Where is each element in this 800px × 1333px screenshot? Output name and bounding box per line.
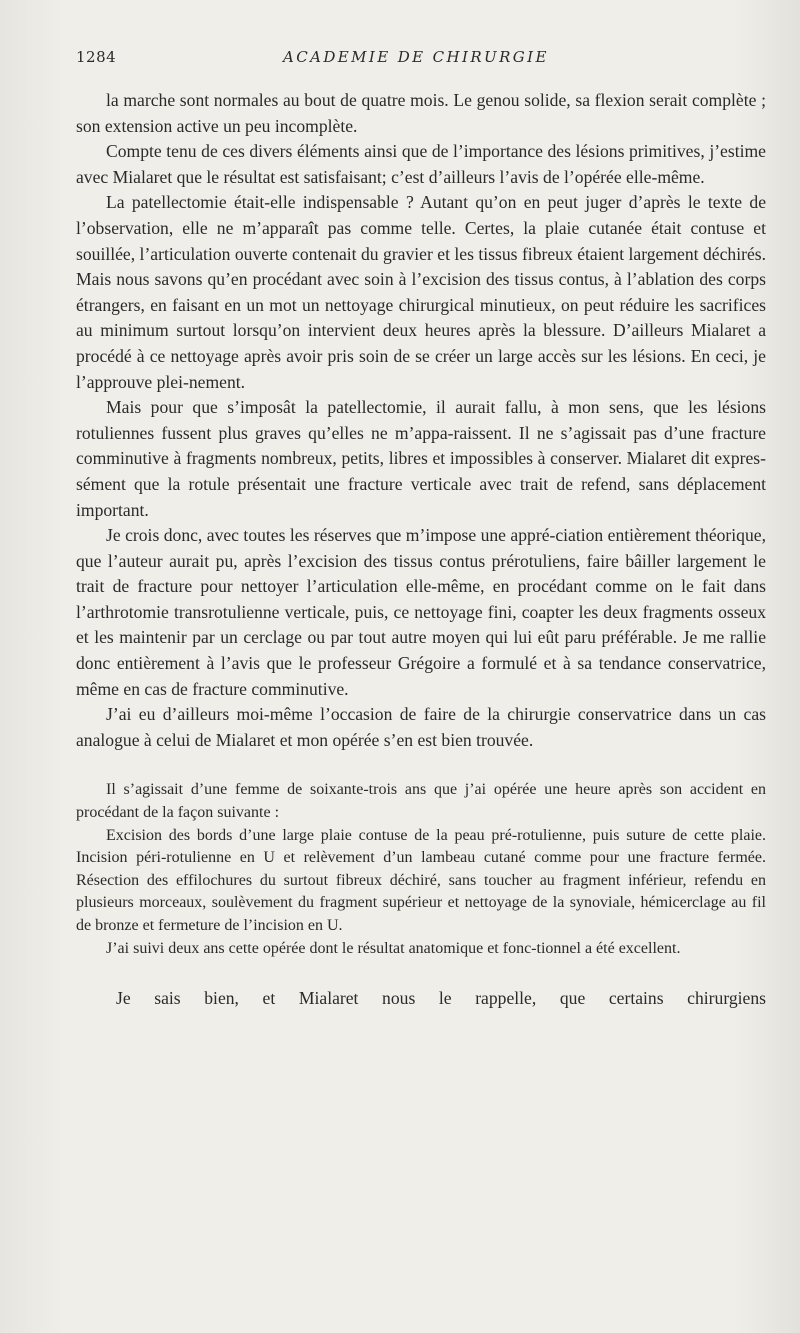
page-header [76, 48, 766, 72]
page-body [76, 88, 766, 1012]
case-paragraph: Excision des bords d’une large plaie contuse de la peau pré-rotulienne, puis suture de cette plaie. Incision péri-rotulienne en U et relèvement d’un lambeau cutané comme pour une fracture fermée. Résection des effilochures du surtout fibreux déchiré, sans toucher au fragment inférieur, refendu en plusieurs morceaux, soulèvement du fragment supérieur et nettoyage de la synoviale, hémicerclage au fil de bronze et fermeture de l’incision en U. [76, 826, 766, 934]
case-paragraph: Il s’agissait d’une femme de soixante-trois ans que j’ai opérée une heure après son accident en procédant de la façon suivante : [76, 781, 766, 822]
closing-line: Je sais bien, et Mialaret nous le rappelle, que certains chirurgiens [116, 988, 766, 1009]
page-number: 1284 [76, 48, 117, 66]
case-paragraph: J’ai suivi deux ans cette opérée dont le résultat anatomique et fonc-tionnel a été excellent. [106, 939, 681, 957]
paragraph: J’ai eu d’ailleurs moi-même l’occasion de faire de la chirurgie conservatrice dans un cas analogue à celui de Mialaret et mon opérée s’en est bien trouvée. [76, 704, 766, 750]
paragraph: Je crois donc, avec toutes les réserves que m’impose une appré-ciation entièrement théorique, que l’auteur aurait pu, après l’excision des tissus contus prérotuliens, faire bâiller largement le trait de fracture pour nettoyer l’articulation elle-même, en procédant comme on le fait dans l’arthrotomie transrotulienne verticale, puis, ce nettoyage fini, coapter les deux fragments osseux et les maintenir par un cerclage ou par tout autre moyen qui lui eût paru préférable. Je me rallie donc entièrement à l’avis que le professeur Grégoire a formulé et à sa tendance conservatrice, même en cas de fracture comminutive. [76, 525, 766, 699]
running-head: ACADEMIE DE CHIRURGIE [283, 48, 549, 66]
paragraph: Compte tenu de ces divers éléments ainsi que de l’importance des lésions primitives, j’estime avec Mialaret que le résultat est satisfaisant; c’est d’ailleurs l’avis de l’opérée elle-même. [76, 141, 766, 187]
paragraph: Mais pour que s’imposât la patellectomie, il aurait fallu, à mon sens, que les lésions rotuliennes fussent plus graves qu’elles ne m’appa-raissent. Il ne s’agissait pas d’une fracture comminutive à fragments nombreux, petits, libres et impossibles à conserver. Mialaret dit expres-sément que la rotule présentait une fracture verticale avec trait de refend, sans déplacement important. [76, 397, 766, 520]
closing-text [76, 986, 766, 1012]
main-text [76, 88, 766, 753]
case-report [76, 779, 766, 960]
paragraph: La patellectomie était-elle indispensable ? Autant qu’on en peut juger d’après le texte de l’observation, elle ne m’apparaît pas comme telle. Certes, la plaie cutanée était contuse et souillée, l’articulation ouverte contenait du gravier et les tissus fibreux étaient largement déchirés. Mais nous savons qu’en procédant avec soin à l’excision des tissus contus, à l’ablation des corps étrangers, en faisant en un mot un nettoyage chirurgical minutieux, on peut réduire les sacrifices au minimum surtout lorsqu’on intervient deux heures après la blessure. D’ailleurs Mialaret a procédé à ce nettoyage après avoir pris soin de se créer un large accès sur les lésions. En ceci, je l’approuve plei-nement. [76, 192, 766, 392]
paragraph: la marche sont normales au bout de quatre mois. Le genou solide, sa flexion serait complète ; son extension active un peu incomplète. [76, 90, 766, 136]
